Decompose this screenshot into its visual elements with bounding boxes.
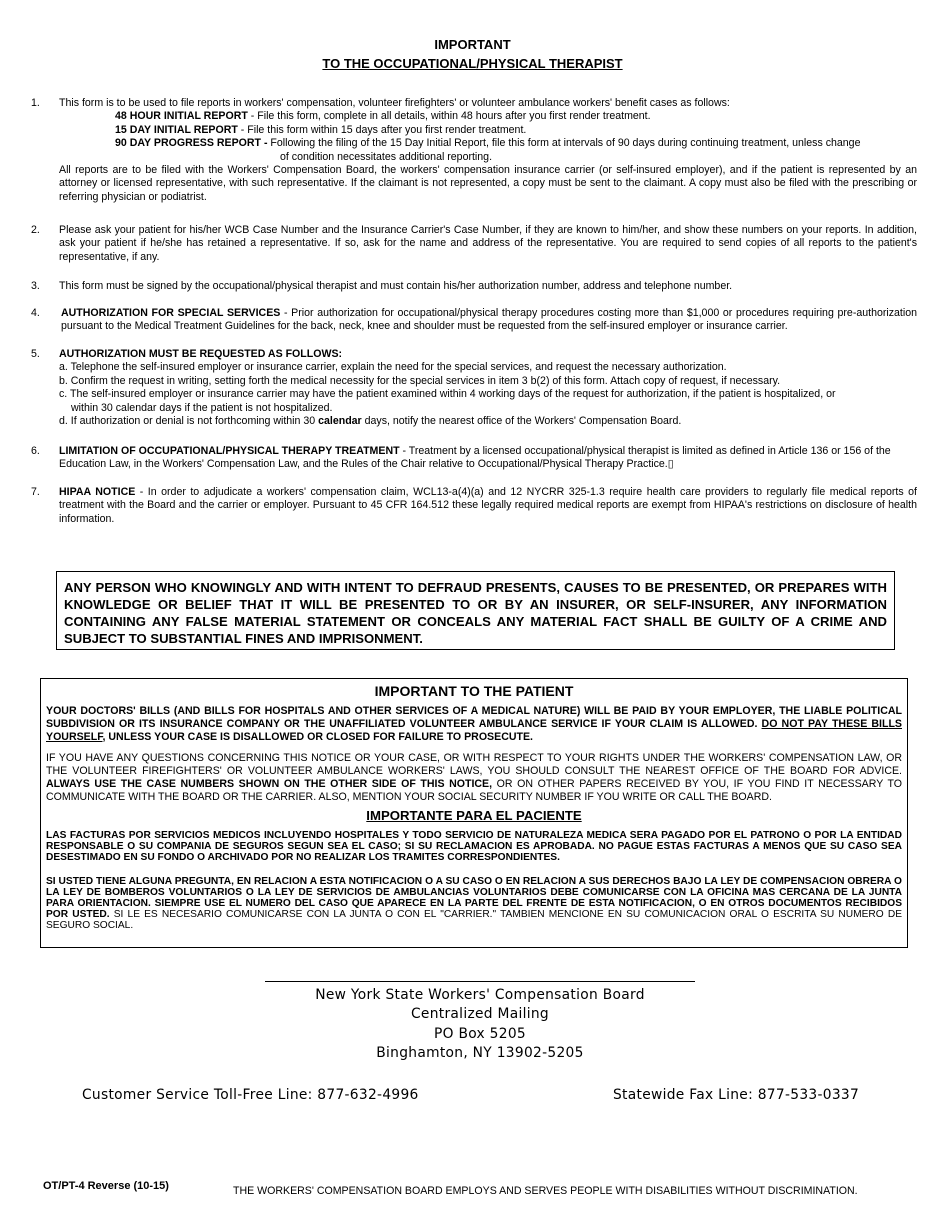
instruction-item-6 (31, 445, 917, 472)
instruction-item-7 (31, 486, 917, 526)
report-90-day (115, 137, 917, 150)
report-48-hour (115, 110, 917, 123)
patient-questions-paragraph (46, 752, 902, 804)
report-text: - File this form within 15 days after you first render treatment. (237, 123, 527, 136)
fraud-warning-box: ANY PERSON WHO KNOWINGLY AND WITH INTENT TO DEFRAUD PRESENTS, CAUSES TO BE PRESENTED, OR PREPARES WITH KNOWLEDGE OR BELIEF THAT IT WILL BE PRESENTED TO OR BY AN INSURER, OR SELF-INSURER, ANY INFORMATION CONTAINING ANY FALSE MATERIAL STATEMENT OR CONCEALS ANY MATERIAL FACT SHALL BE GUILTY OF A CRIME AND SUBJECT TO SUBSTANTIAL FINES AND IMPRISONMENT. (56, 571, 895, 650)
item-body: - Prior authorization for occupational/physical therapy procedures costing more than $1,000 or procedures requiring pre-authorization pursuant to the Medical Treatment Guidelines for the back, neck, knee and shoulder must be requested from the self-insured employer or insurance carrier. (61, 307, 918, 333)
instruction-item-5 (31, 348, 917, 428)
instruction-item-1 (31, 97, 917, 204)
item-label: AUTHORIZATION FOR SPECIAL SERVICES (61, 307, 281, 319)
instruction-item-2 (31, 224, 917, 264)
item-text (59, 486, 917, 526)
address-divider (265, 981, 695, 982)
patient-notice-title: IMPORTANT TO THE PATIENT (374, 683, 574, 699)
step-b: b. Confirm the request in writing, setting forth the medical necessity for the special services in item 3 b(2) of this form. Attach copy of request, if necessary. (59, 374, 781, 387)
item-number: 6. (31, 445, 40, 457)
patient-questions-paragraph-es (46, 876, 902, 932)
item-label: HIPAA NOTICE (59, 486, 136, 498)
item-label: AUTHORIZATION MUST BE REQUESTED AS FOLLOWS: (59, 348, 343, 360)
page-subtitle: TO THE OCCUPATIONAL/PHYSICAL THERAPIST (322, 56, 623, 71)
step-d-post: days, notify the nearest office of the Workers' Compensation Board. (361, 415, 682, 428)
questions-text-es: SI USTED TIENE ALGUNA PREGUNTA, EN RELACION A ESTA NOTIFICACION O A SU CASO O EN RELACION A SUS DERECHOS BAJO LA LEY DE COMPENSACION OBRERA O LA LEY DE BOMBEROS VOLUNTARIOS O LA LEY DE SERVICIOS DE AMBULANCIAS VOLUNTARIOS DEBE COMUNICARSE CON LA OFICINA MAS CERCANA DE LA JUNTA PARA ORIENTACION. SIEMPRE USE EL NUMERO DEL CASO QUE APARECE EN LA PARTE DEL FRENTE DE ESTA NOTIFICACION, O EN OTROS DOCUMENTOS RECIBIDOS POR USTED. (46, 875, 902, 921)
item-number: 2. (31, 224, 40, 236)
page-title: IMPORTANT (434, 37, 511, 52)
address-line-3: PO Box 5205 (433, 1026, 526, 1042)
item-intro: This form is to be used to file reports in workers' compensation, volunteer firefighters' or volunteer ambulance workers' benefit cases as follows: (59, 97, 730, 109)
step-d-bold: calendar (318, 415, 362, 428)
address-line-4: Binghamton, NY 13902-5205 (376, 1045, 584, 1061)
step-d (59, 415, 917, 428)
step-c: c. The self-insured employer or insurance carrier may have the patient examined within 4 working days of the request for authorization, if the patient is hospitalized, or (59, 388, 836, 401)
step-c-cont: within 30 calendar days if the patient is not hospitalized. (71, 401, 333, 414)
instruction-item-4 (31, 307, 917, 334)
item-closing: All reports are to be filed with the Workers' Compensation Board, the workers' compensation insurance carrier (or self-insured employer), and if the patient is represented by an attorney or licensed representative, with such representative. If the claimant is not represented, a copy must be sent to the claimant. A copy must also be filed with the prescribing or referring physician or podiatrist. (59, 164, 917, 203)
item-number: 1. (31, 97, 40, 109)
item-number: 5. (31, 348, 40, 360)
bills-text: YOUR DOCTORS' BILLS (AND BILLS FOR HOSPITALS AND OTHER SERVICES OF A MEDICAL NATURE) WILL BE PAID BY YOUR EMPLOYER, THE LIABLE POLITICAL SUBDIVISION OR ITS INSURANCE COMPANY OR THE UNAFFILIATED VOLUNTEER AMBULANCE SERVICE IF YOUR CLAIM IS ALLOWED. (46, 705, 902, 730)
form-id: OT/PT-4 Reverse (10-15) (43, 1180, 169, 1192)
address-line-1: New York State Workers' Compensation Board (315, 987, 645, 1003)
toll-free-line: Customer Service Toll-Free Line: 877-632-4996 (82, 1087, 419, 1103)
questions-text-es-end: SI LE ES NECESARIO COMUNICARSE CON LA JUNTA O CON EL "CARRIER." TAMBIEN MENCIONE EN SU COMUNICACION ORAL O ESCRITA SU NUMERO DE SEGURO SOCIAL. (46, 909, 902, 932)
questions-text: IF YOU HAVE ANY QUESTIONS CONCERNING THIS NOTICE OR YOUR CASE, OR WITH RESPECT TO YOUR RIGHTS UNDER THE WORKERS' COMPENSATION LAW, OR THE VOLUNTEER FIREFIGHTERS' OR VOLUNTEER AMBULANCE WORKERS' LAWS, YOU SHOULD CONSULT THE NEAREST OFFICE OF THE BOARD FOR ADVICE. (46, 752, 902, 777)
step-a: a. Telephone the self-insured employer or insurance carrier, explain the need for the special services, and request the necessary authorization. (59, 361, 727, 374)
report-label: 90 DAY PROGRESS REPORT - (115, 137, 268, 150)
report-90-day-cont: of condition necessitates additional reporting. (280, 150, 493, 163)
item-text (61, 307, 917, 334)
item-body: - In order to adjudicate a workers' compensation claim, WCL13-a(4)(a) and 12 NYCRR 325-1.3 require health care providers to regularly file medical reports of treatment with the Board and the carrier or employer. Pursuant to 45 CFR 164.512 these legally required medical reports are exempt from HIPAA's restrictions on disclosure of health information. (59, 486, 917, 525)
patient-bills-paragraph (46, 705, 902, 744)
patient-bills-paragraph-es: LAS FACTURAS POR SERVICIOS MEDICOS INCLUYENDO HOSPITALES Y TODO SERVICIO DE NATURALEZA MEDICA SERA PAGADO POR EL PATRONO O POR LA ENTIDAD RESPONSABLE O SU COMPANIA DE SEGUROS SEGUN SEA EL CASO; SI SU RECLAMACION ES APROBADA. NO PAGUE ESTAS FACTURAS A MENOS QUE SU CASO SEA DESESTIMADO EN SU FONDO O ARCHIVADO POR NO REALIZAR LOS TRAMITES CORRESPONDIENTES. (46, 830, 902, 864)
item-text (59, 445, 917, 472)
patient-notice-box (40, 678, 908, 948)
item-text: This form must be signed by the occupational/physical therapist and must contain his/her authorization number, address and telephone number. (59, 280, 733, 292)
fax-line: Statewide Fax Line: 877-533-0337 (613, 1087, 860, 1103)
report-15-day (115, 124, 917, 137)
item-number: 3. (31, 280, 40, 292)
bills-text-end: , UNLESS YOUR CASE IS DISALLOWED OR CLOSED FOR FAILURE TO PROSECUTE. (102, 731, 533, 743)
report-text: Following the filing of the 15 Day Initial Report, file this form at intervals of 90 days during continuing treatment, unless change (267, 137, 861, 150)
disability-disclaimer: THE WORKERS' COMPENSATION BOARD EMPLOYS AND SERVES PEOPLE WITH DISABILITIES WITHOUT DISCRIMINATION. (233, 1185, 858, 1197)
item-body: - Treatment by a licensed occupational/physical therapist is limited as defined in Article 136 or 156 of the Education Law, in the Workers' Compensation Law, and the Rules of the Chair relative to Occupational/Physical Therapy Practice.▯ (59, 445, 891, 471)
case-number-text: ALWAYS USE THE CASE NUMBERS SHOWN ON THE OTHER SIDE OF THIS NOTICE, (46, 778, 493, 790)
report-label: 48 HOUR INITIAL REPORT (115, 110, 248, 123)
item-label: LIMITATION OF OCCUPATIONAL/PHYSICAL THERAPY TREATMENT (59, 445, 400, 457)
questions-text-end: OR ON OTHER PAPERS RECEIVED BY YOU, IF YOU FIND IT NECESSARY TO COMMUNICATE WITH THE BOARD OR THE CARRIER. ALSO, MENTION YOUR SOCIAL SECURITY NUMBER IF YOU WRITE OR CALL THE BOARD. (46, 778, 902, 803)
report-label: 15 DAY INITIAL REPORT (115, 123, 238, 136)
item-number: 7. (31, 486, 40, 498)
address-line-2: Centralized Mailing (410, 1006, 549, 1022)
item-number: 4. (31, 307, 40, 319)
patient-notice-title-es: IMPORTANTE PARA EL PACIENTE (366, 808, 582, 823)
instruction-item-3 (31, 280, 917, 293)
step-d-pre: d. If authorization or denial is not forthcoming within 30 (59, 415, 319, 428)
item-text: Please ask your patient for his/her WCB Case Number and the Insurance Carrier's Case Number, if they are known to him/her, and show these numbers on your reports. In addition, ask your patient if he/she has retained a representative. If so, ask for the name and address of the representative. You are required to send copies of all reports to the patient's representative, if any. (59, 224, 917, 263)
report-text: - File this form, complete in all details, within 48 hours after you first render treatment. (247, 110, 651, 123)
do-not-pay-text: DO NOT PAY THESE BILLS YOURSELF (46, 718, 902, 743)
